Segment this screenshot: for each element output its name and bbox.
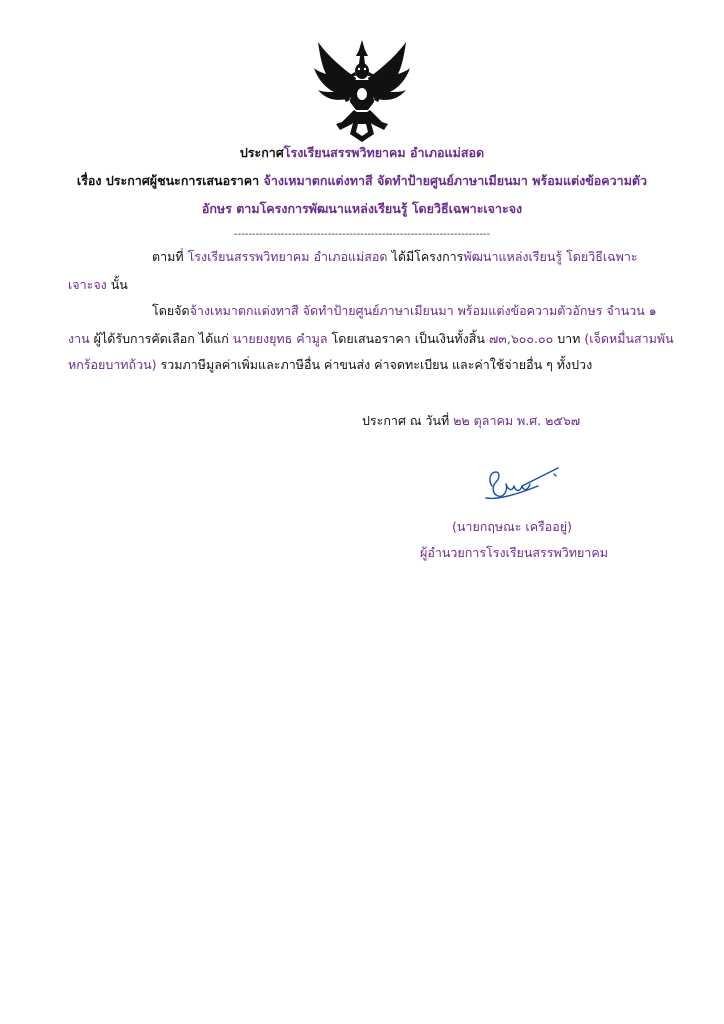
date-prefix: ประกาศ ณ วันที่ bbox=[362, 413, 454, 428]
p1-text-a: ตามที่ bbox=[152, 249, 188, 264]
handwritten-signature bbox=[478, 464, 562, 506]
p2-unit: งาน bbox=[68, 331, 90, 346]
p1-project: พัฒนาแหล่งเรียนรู้ โดยวิธีเฉพาะ bbox=[463, 249, 638, 264]
separator-line: ----------------------------------------------------------------------- bbox=[233, 229, 491, 240]
paragraph-2-line-2 bbox=[68, 330, 674, 348]
p2-selected-label: ผู้ได้รับการคัดเลือก ได้แก่ bbox=[89, 331, 233, 346]
p2-tax-note: รวมภาษีมูลค่าเพิ่มและภาษีอื่น ค่าขนส่ง ค่าจดทะเบียน และค่าใช้จ่ายอื่น ๆ ทั้งปวง bbox=[156, 357, 593, 372]
p2-price-words-1: (เจ็ดหมื่นสามพัน bbox=[584, 331, 674, 346]
p2-price-amount: ๗๓,๖๐๐.๐๐ bbox=[488, 331, 554, 346]
p1-text-c: ได้มีโครงการ bbox=[387, 249, 464, 264]
announcement-title bbox=[0, 144, 724, 162]
paragraph-1-line-2 bbox=[68, 276, 128, 294]
p2-winner-name: นายยงยุทธ คำมูล bbox=[232, 331, 328, 346]
p2-price-label: โดยเสนอราคา เป็นเงินทั้งสิ้น bbox=[327, 331, 489, 346]
subject-line-1 bbox=[0, 172, 724, 190]
subject-text-1: จ้างเหมาตกแต่งทาสี จัดทำป้ายศูนย์ภาษาเมียนมา พร้อมแต่งข้อความตัว bbox=[263, 173, 648, 188]
paragraph-2-line-1 bbox=[152, 302, 657, 320]
p1-school: โรงเรียนสรรพวิทยาคม อำเภอแม่สอด bbox=[187, 249, 388, 264]
p1-text-end: นั้น bbox=[106, 277, 128, 292]
garuda-emblem-icon bbox=[312, 38, 412, 142]
title-prefix: ประกาศ bbox=[239, 145, 284, 160]
signer-name: (นายกฤษณะ เครืออยู่) bbox=[452, 519, 572, 534]
p2-job: จ้างเหมาตกแต่งทาสี จัดทำป้ายศูนย์ภาษาเมียนมา พร้อมแต่งข้อความตัวอักษร จำนวน ๑ bbox=[189, 303, 657, 318]
subject-text-2: อักษร ตามโครงการพัฒนาแหล่งเรียนรู้ โดยวิธีเฉพาะเจาะจง bbox=[201, 201, 523, 216]
p1-method-end: เจาะจง bbox=[68, 277, 107, 292]
announcement-date bbox=[362, 412, 580, 430]
date-value: ๒๒ ตุลาคม พ.ศ. ๒๕๖๗ bbox=[453, 413, 581, 428]
title-school: โรงเรียนสรรพวิทยาคม อำเภอแม่สอด bbox=[283, 145, 485, 160]
p2-text-a: โดยจัด bbox=[152, 303, 190, 318]
subject-prefix: เรื่อง ประกาศผู้ชนะการเสนอราคา bbox=[76, 173, 264, 188]
p2-currency: บาท bbox=[553, 331, 585, 346]
subject-line-2 bbox=[0, 200, 724, 218]
paragraph-1-line-1 bbox=[152, 248, 638, 266]
p2-price-words-2: หกร้อยบาทถ้วน) bbox=[68, 357, 157, 372]
paragraph-2-line-3 bbox=[68, 356, 592, 374]
signer-position: ผู้อำนวยการโรงเรียนสรรพวิทยาคม bbox=[420, 545, 608, 560]
